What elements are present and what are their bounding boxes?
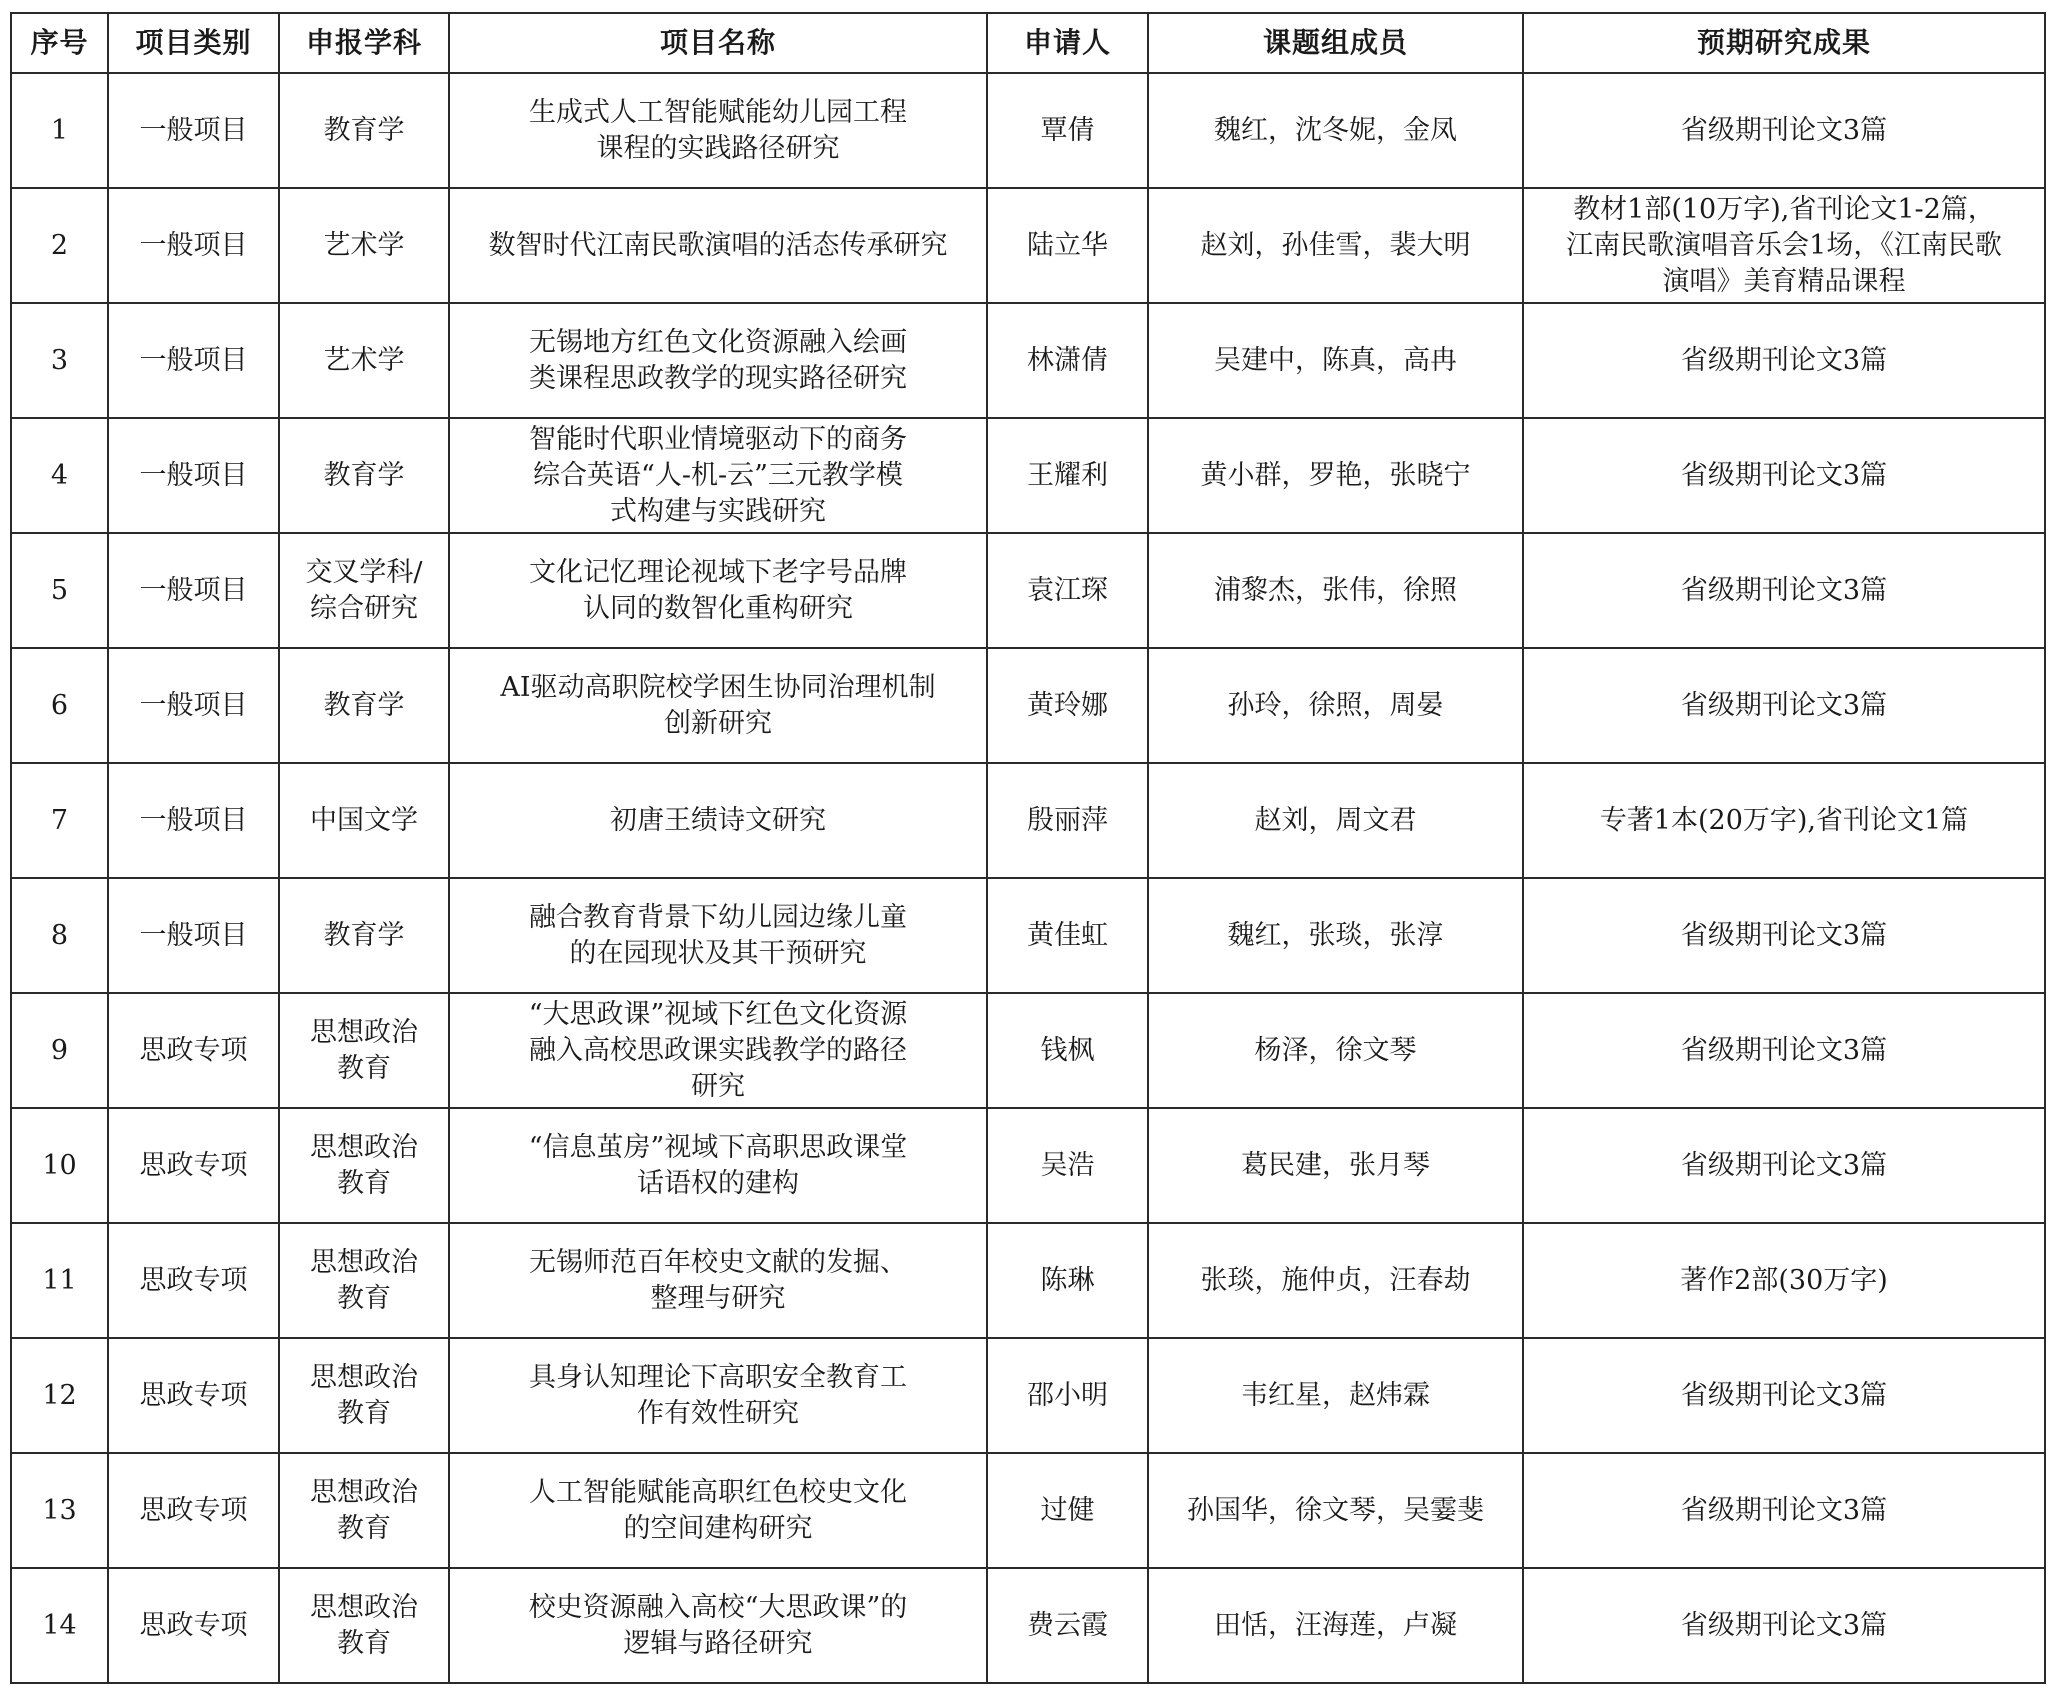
- project-name-line: 数智时代江南民歌演唱的活态传承研究: [488, 229, 948, 261]
- project-category: 一般项目: [108, 188, 279, 303]
- expected-outcome-line: 教材1部(10万字),省刊论文1-2篇，: [1573, 193, 1995, 225]
- discipline: [279, 763, 449, 878]
- table-row: [11, 1453, 2045, 1568]
- project-name-line: 类课程思政教学的现实路径研究: [529, 362, 907, 394]
- expected-outcome-line: 专著1本(20万字),省刊论文1篇: [1599, 804, 1969, 836]
- discipline: [279, 73, 449, 188]
- team-members: 孙国华，徐文琴，吴霎斐: [1148, 1453, 1523, 1568]
- row-number: 5: [11, 533, 108, 648]
- row-number: 8: [11, 878, 108, 993]
- expected-outcome-line: 省级期刊论文3篇: [1680, 689, 1888, 721]
- discipline-line: 思想政治: [310, 1131, 418, 1163]
- header-outcome: 预期研究成果: [1523, 13, 2045, 73]
- project-category: 一般项目: [108, 418, 279, 533]
- discipline-line: 中国文学: [310, 804, 418, 836]
- project-name-line: 融合教育背景下幼儿园边缘儿童: [529, 901, 907, 933]
- applicant: 黄玲娜: [987, 648, 1148, 763]
- project-name-line: 话语权的建构: [637, 1167, 799, 1199]
- expected-outcome-line: 省级期刊论文3篇: [1680, 344, 1888, 376]
- applicant: 吴浩: [987, 1108, 1148, 1223]
- project-name: [449, 188, 987, 303]
- discipline: [279, 1568, 449, 1683]
- table-row: [11, 73, 2045, 188]
- discipline-line: 思想政治: [310, 1476, 418, 1508]
- applicant: 林潇倩: [987, 303, 1148, 418]
- discipline-line: 教育: [337, 1282, 391, 1314]
- team-members: 孙玲，徐照，周晏: [1148, 648, 1523, 763]
- project-category: 思政专项: [108, 1453, 279, 1568]
- expected-outcome-line: 著作2部(30万字): [1680, 1264, 1888, 1296]
- applicant: 陈琳: [987, 1223, 1148, 1338]
- expected-outcome-line: 省级期刊论文3篇: [1680, 574, 1888, 606]
- discipline-line: 思想政治: [310, 1591, 418, 1623]
- table-row: [11, 1338, 2045, 1453]
- discipline: [279, 993, 449, 1108]
- team-members: 田恬，汪海莲，卢凝: [1148, 1568, 1523, 1683]
- discipline: [279, 1108, 449, 1223]
- project-category: 思政专项: [108, 1108, 279, 1223]
- project-name-line: 综合英语“人-机-云”三元教学模: [533, 459, 903, 491]
- project-name-line: 课程的实践路径研究: [596, 132, 840, 164]
- project-name: [449, 1223, 987, 1338]
- discipline-line: 交叉学科/: [305, 556, 423, 588]
- table-header: [11, 13, 2045, 73]
- row-number: 4: [11, 418, 108, 533]
- discipline: [279, 1453, 449, 1568]
- discipline-line: 教育: [337, 1397, 391, 1429]
- row-number: 11: [11, 1223, 108, 1338]
- discipline-line: 教育: [337, 1052, 391, 1084]
- project-name: [449, 73, 987, 188]
- project-name-line: “信息茧房”视域下高职思政课堂: [528, 1131, 908, 1163]
- header-project-name: 项目名称: [449, 13, 987, 73]
- expected-outcome: [1523, 73, 2045, 188]
- row-number: 2: [11, 188, 108, 303]
- project-category: 一般项目: [108, 303, 279, 418]
- discipline-line: 教育学: [323, 459, 405, 491]
- project-name-line: 文化记忆理论视域下老字号品牌: [529, 556, 907, 588]
- project-name-line: 作有效性研究: [637, 1397, 799, 1429]
- discipline: [279, 1223, 449, 1338]
- table-row: [11, 418, 2045, 533]
- team-members: 葛民建，张月琴: [1148, 1108, 1523, 1223]
- team-members: 韦红星，赵炜霖: [1148, 1338, 1523, 1453]
- table-row: [11, 303, 2045, 418]
- project-name-line: 人工智能赋能高职红色校史文化: [529, 1476, 907, 1508]
- table-row: [11, 1108, 2045, 1223]
- expected-outcome: [1523, 648, 2045, 763]
- team-members: 赵刘，孙佳雪，裴大明: [1148, 188, 1523, 303]
- project-name-line: 校史资源融入高校“大思政课”的: [528, 1591, 908, 1623]
- discipline-line: 教育: [337, 1167, 391, 1199]
- project-name-line: 式构建与实践研究: [610, 495, 826, 527]
- project-name-line: 无锡师范百年校史文献的发掘、: [529, 1246, 907, 1278]
- header-members: 课题组成员: [1148, 13, 1523, 73]
- team-members: 赵刘，周文君: [1148, 763, 1523, 878]
- expected-outcome: [1523, 993, 2045, 1108]
- row-number: 1: [11, 73, 108, 188]
- project-name-line: “大思政课”视域下红色文化资源: [528, 998, 908, 1030]
- discipline-line: 教育学: [323, 919, 405, 951]
- discipline: [279, 303, 449, 418]
- project-name: [449, 1108, 987, 1223]
- row-number: 13: [11, 1453, 108, 1568]
- team-members: 魏红，沈冬妮，金凤: [1148, 73, 1523, 188]
- expected-outcome-line: 省级期刊论文3篇: [1680, 1494, 1888, 1526]
- discipline-line: 思想政治: [310, 1361, 418, 1393]
- project-category: 思政专项: [108, 1568, 279, 1683]
- project-name-line: 的空间建构研究: [623, 1512, 813, 1544]
- header-row: [11, 13, 2045, 73]
- expected-outcome: [1523, 1453, 2045, 1568]
- expected-outcome-line: 省级期刊论文3篇: [1680, 459, 1888, 491]
- team-members: 吴建中，陈真，高冉: [1148, 303, 1523, 418]
- discipline-line: 教育学: [323, 689, 405, 721]
- table-row: [11, 648, 2045, 763]
- team-members: 黄小群，罗艳，张晓宁: [1148, 418, 1523, 533]
- project-name-line: 研究: [691, 1070, 745, 1102]
- project-name-line: 认同的数智化重构研究: [583, 592, 853, 624]
- row-number: 12: [11, 1338, 108, 1453]
- row-number: 3: [11, 303, 108, 418]
- project-category: 思政专项: [108, 993, 279, 1108]
- project-name-line: 融入高校思政课实践教学的路径: [529, 1034, 907, 1066]
- project-name-line: 初唐王绩诗文研究: [610, 804, 826, 836]
- table-row: [11, 993, 2045, 1108]
- project-category: 一般项目: [108, 533, 279, 648]
- expected-outcome: [1523, 763, 2045, 878]
- project-name: [449, 533, 987, 648]
- discipline: [279, 533, 449, 648]
- expected-outcome: [1523, 188, 2045, 303]
- project-name: [449, 1338, 987, 1453]
- expected-outcome: [1523, 878, 2045, 993]
- expected-outcome: [1523, 1223, 2045, 1338]
- discipline-line: 思想政治: [310, 1016, 418, 1048]
- expected-outcome: [1523, 303, 2045, 418]
- applicant: 袁江琛: [987, 533, 1148, 648]
- expected-outcome-line: 省级期刊论文3篇: [1680, 114, 1888, 146]
- team-members: 杨泽，徐文琴: [1148, 993, 1523, 1108]
- table-row: [11, 878, 2045, 993]
- project-name: [449, 1568, 987, 1683]
- project-name: [449, 1453, 987, 1568]
- discipline: [279, 878, 449, 993]
- header-discipline: 申报学科: [279, 13, 449, 73]
- expected-outcome-line: 省级期刊论文3篇: [1680, 919, 1888, 951]
- expected-outcome: [1523, 1338, 2045, 1453]
- expected-outcome-line: 省级期刊论文3篇: [1680, 1149, 1888, 1181]
- discipline-line: 教育: [337, 1627, 391, 1659]
- expected-outcome-line: 省级期刊论文3篇: [1680, 1609, 1888, 1641]
- project-name-line: 生成式人工智能赋能幼儿园工程: [529, 96, 907, 128]
- applicant: 王耀利: [987, 418, 1148, 533]
- row-number: 9: [11, 993, 108, 1108]
- discipline: [279, 648, 449, 763]
- discipline: [279, 188, 449, 303]
- row-number: 7: [11, 763, 108, 878]
- discipline-line: 思想政治: [310, 1246, 418, 1278]
- discipline-line: 艺术学: [323, 344, 405, 376]
- project-name-line: 创新研究: [664, 707, 772, 739]
- project-category: 一般项目: [108, 648, 279, 763]
- expected-outcome-line: 省级期刊论文3篇: [1680, 1034, 1888, 1066]
- project-name: [449, 303, 987, 418]
- applicant: 陆立华: [987, 188, 1148, 303]
- expected-outcome-line: 省级期刊论文3篇: [1680, 1379, 1888, 1411]
- applicant: 邵小明: [987, 1338, 1148, 1453]
- header-category: 项目类别: [108, 13, 279, 73]
- row-number: 10: [11, 1108, 108, 1223]
- project-name-line: 整理与研究: [650, 1282, 786, 1314]
- project-category: 一般项目: [108, 73, 279, 188]
- project-name: [449, 648, 987, 763]
- applicant: 殷丽萍: [987, 763, 1148, 878]
- header-applicant: 申请人: [987, 13, 1148, 73]
- table-body: [11, 73, 2045, 1683]
- discipline-line: 艺术学: [323, 229, 405, 261]
- table-row: [11, 1223, 2045, 1338]
- expected-outcome: [1523, 1108, 2045, 1223]
- applicant: 费云霞: [987, 1568, 1148, 1683]
- applicant: 过健: [987, 1453, 1148, 1568]
- project-name-line: 具身认知理论下高职安全教育工: [529, 1361, 907, 1393]
- project-name-line: AI驱动高职院校学困生协同治理机制: [500, 671, 936, 703]
- expected-outcome: [1523, 533, 2045, 648]
- discipline: [279, 1338, 449, 1453]
- expected-outcome-line: 演唱》美育精品课程: [1662, 265, 1906, 297]
- team-members: 张琰，施仲贞，汪春劫: [1148, 1223, 1523, 1338]
- discipline-line: 教育: [337, 1512, 391, 1544]
- project-name: [449, 993, 987, 1108]
- table-row: [11, 188, 2045, 303]
- discipline-line: 综合研究: [310, 592, 418, 624]
- project-name: [449, 763, 987, 878]
- project-name: [449, 878, 987, 993]
- project-name-line: 逻辑与路径研究: [623, 1627, 813, 1659]
- discipline: [279, 418, 449, 533]
- row-number: 14: [11, 1568, 108, 1683]
- row-number: 6: [11, 648, 108, 763]
- discipline-line: 教育学: [323, 114, 405, 146]
- project-category: 思政专项: [108, 1223, 279, 1338]
- applicant: 黄佳虹: [987, 878, 1148, 993]
- expected-outcome: [1523, 1568, 2045, 1683]
- project-table: [10, 12, 2046, 1684]
- project-name-line: 的在园现状及其干预研究: [569, 937, 867, 969]
- table-row: [11, 1568, 2045, 1683]
- expected-outcome: [1523, 418, 2045, 533]
- header-no: 序号: [11, 13, 108, 73]
- applicant: 覃倩: [987, 73, 1148, 188]
- table-row: [11, 533, 2045, 648]
- team-members: 魏红，张琰，张淳: [1148, 878, 1523, 993]
- applicant: 钱枫: [987, 993, 1148, 1108]
- expected-outcome-line: 江南民歌演唱音乐会1场，《江南民歌: [1566, 229, 2002, 261]
- project-name-line: 智能时代职业情境驱动下的商务: [529, 423, 907, 455]
- table-row: [11, 763, 2045, 878]
- project-name: [449, 418, 987, 533]
- project-name-line: 无锡地方红色文化资源融入绘画: [529, 326, 907, 358]
- project-category: 一般项目: [108, 763, 279, 878]
- project-category: 一般项目: [108, 878, 279, 993]
- team-members: 浦黎杰，张伟，徐照: [1148, 533, 1523, 648]
- project-category: 思政专项: [108, 1338, 279, 1453]
